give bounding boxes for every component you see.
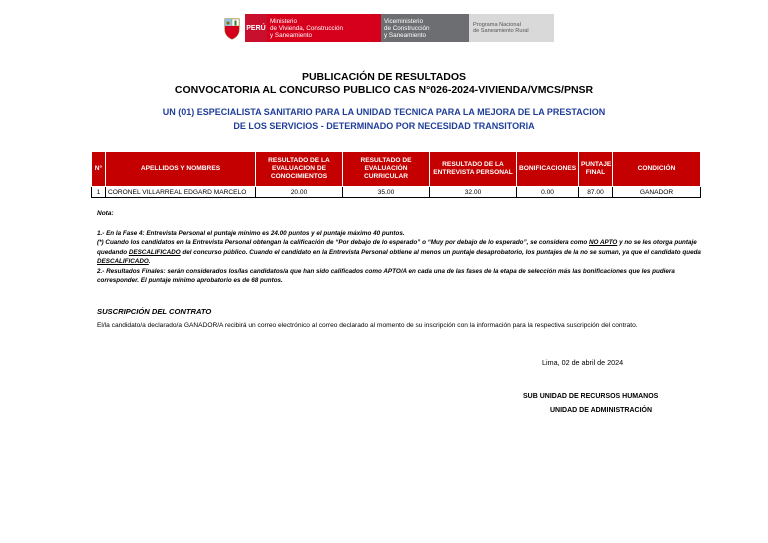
suscripcion-title: SUSCRIPCIÓN DEL CONTRATO	[97, 307, 212, 316]
column-header-conocimientos: RESULTADO DE LA EVALUACION DE CONOCIMIENTOS	[256, 152, 343, 187]
peru-coat-of-arms-icon	[221, 14, 243, 42]
signature-line-1: SUB UNIDAD DE RECURSOS HUMANOS	[523, 393, 659, 400]
column-header-curricular: RESULTADO DE EVALUACIÓN CURRICULAR	[343, 152, 430, 187]
column-header-bonificaciones: BONIFICACIONES	[517, 152, 579, 187]
position-title-line1: UN (01) ESPECIALISTA SANITARIO PARA LA UNIDAD TECNICA PARA LA MEJORA DE LA PRESTACION	[162, 107, 606, 117]
column-header-puntaje-final: PUNTAJE FINAL	[579, 152, 613, 187]
programa-label: Programa Nacional de Saneamiento Rural	[469, 14, 554, 42]
nota-label: Nota:	[97, 210, 114, 217]
cell-entrevista: 32.00	[430, 187, 517, 198]
results-table	[91, 151, 701, 198]
peru-label: PERÚ	[245, 14, 267, 42]
cell-conocimientos: 20.00	[256, 187, 343, 198]
viceministerio-label: Viceministerio de Construcción y Saneamiento	[381, 14, 469, 42]
table-row	[92, 187, 701, 198]
signature-line-2: UNIDAD DE ADMINISTRACIÓN	[550, 407, 653, 414]
position-title-line2: DE LOS SERVICIOS - DETERMINADO POR NECESIDAD TRANSITORIA	[233, 121, 535, 131]
table-header-row	[92, 152, 701, 187]
institutional-header	[221, 14, 554, 42]
ministerio-label: Ministerio de Vivienda, Construcción y Saneamiento	[267, 14, 381, 42]
cell-condicion: GANADOR	[613, 187, 701, 198]
cell-puntaje-final: 87.00	[579, 187, 613, 198]
cell-bonificaciones: 0.00	[517, 187, 579, 198]
cell-name: CORONEL VILLARREAL EDGARD MARCELO	[106, 187, 256, 198]
cell-number: 1	[92, 187, 106, 198]
document-date: Lima, 02 de abril de 2024	[542, 358, 624, 367]
column-header-condicion: CONDICIÓN	[613, 152, 701, 187]
column-header-number: N°	[92, 152, 106, 187]
notes-block	[97, 229, 717, 285]
cell-curricular: 35.00	[343, 187, 430, 198]
column-header-entrevista: RESULTADO DE LA ENTREVISTA PERSONAL	[430, 152, 517, 187]
page-title-convocatoria: CONVOCATORIA AL CONCURSO PUBLICO CAS N°026-2024-VIVIENDA/VMCS/PNSR	[174, 84, 594, 96]
page-title: PUBLICACIÓN DE RESULTADOS	[301, 71, 467, 83]
suscripcion-text: El/la candidato/a declarado/a GANADOR/A recibirá un correo electrónico al correo declarado al momento de su inscripción con la información para la respectiva suscripción del contrato.	[97, 322, 638, 329]
note-1: 1.- En la Fase 4: Entrevista Personal el puntaje mínimo es 24.00 puntos y el puntaje máximo 40 puntos.	[97, 230, 405, 237]
column-header-name: APELLIDOS Y NOMBRES	[106, 152, 256, 187]
note-2: (*) Cuando los candidatos en la Entrevista Personal obtengan la calificación de “Por debajo de lo esperado” o “Muy por debajo de lo esperado”, se considera como NO APTO y no se les otorga puntaje quedando DESCALIFICADO del concurso público. Cuando el candidato en la Entrevista Personal obtiene al menos un puntaje desaprobatorio, los puntajes de la no se suman, ya que el candidato queda DESCALIFICADO.	[97, 239, 701, 266]
note-3: 2.- Resultados Finales: serán considerados los/las candidatos/a que han sido calificados como APTO/A en cada una de las fases de la etapa de selección más las bonificaciones que les pudiera corresponder. El puntaje mínimo aprobatorio es de 68 puntos.	[97, 267, 675, 285]
